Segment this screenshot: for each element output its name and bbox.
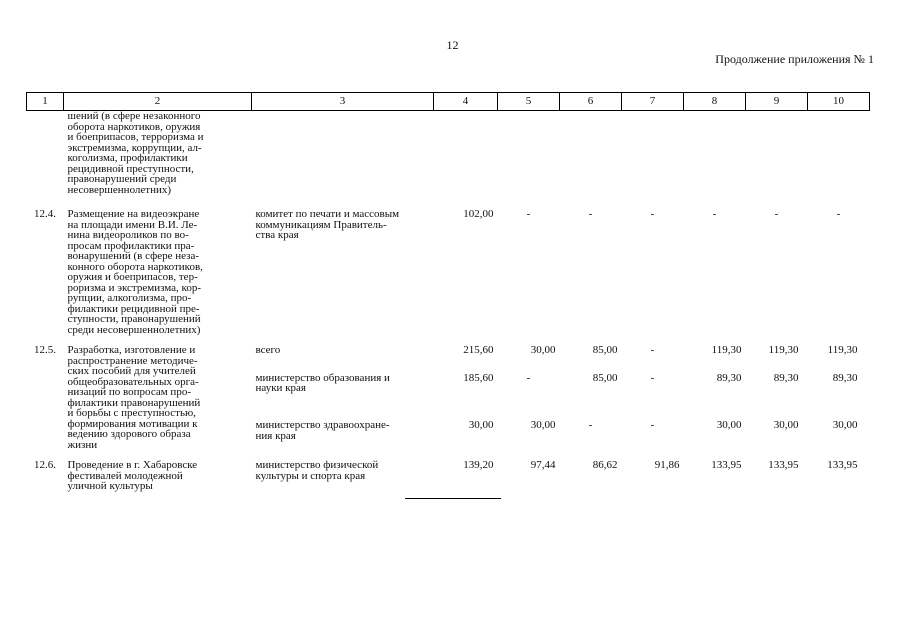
- value-cell: 215,60: [463, 344, 494, 356]
- executor: [252, 345, 434, 373]
- value-cell: 119,30: [768, 344, 799, 356]
- measure-number: 12.6.: [34, 459, 56, 471]
- value-cell: 97,44: [530, 459, 556, 471]
- text-line: среди несовершеннолетних): [67, 323, 201, 336]
- value-cell: 133,95: [768, 459, 799, 471]
- column-header: 3: [252, 93, 434, 111]
- executor: [252, 460, 434, 502]
- text-line: на площади имени В.И. Ле-: [67, 218, 198, 231]
- value-cell: -: [526, 371, 531, 384]
- text-line: Размещение на видеоэкране: [67, 208, 200, 220]
- text-line: распространение методиче-: [67, 354, 198, 367]
- text-line: министерство физической: [255, 459, 379, 471]
- value-cell: 185,60: [463, 371, 494, 384]
- text-line: ских пособий для учителей: [67, 365, 196, 377]
- value-cell: 119,30: [827, 344, 858, 356]
- value-cell: -: [650, 344, 655, 356]
- value-cell: -: [712, 208, 717, 220]
- text-line: министерство образования и: [255, 371, 390, 384]
- table-row: [27, 209, 870, 345]
- continuation-text: [64, 111, 252, 210]
- executor: [252, 209, 434, 345]
- text-line: Разработка, изготовление и: [67, 344, 196, 356]
- value-cell: -: [588, 208, 593, 220]
- text-line: правонарушений среди: [67, 173, 177, 185]
- value-cell: 119,30: [711, 344, 742, 356]
- continuation-row: [27, 111, 870, 210]
- column-header: 4: [434, 93, 498, 111]
- text-line: культуры и спорта края: [255, 469, 366, 482]
- value-cell: 133,95: [827, 459, 858, 471]
- column-header: 10: [808, 93, 870, 111]
- value-cell: 133,95: [711, 459, 742, 471]
- value-cell: -: [774, 208, 779, 220]
- page-number: 12: [446, 38, 459, 52]
- text-line: экстремизма, коррупции, ал-: [67, 141, 202, 154]
- measure-description: [64, 460, 252, 502]
- value-cell: 30,00: [468, 419, 494, 432]
- measure-number: 12.4.: [34, 208, 56, 220]
- text-line: просам профилактики пра-: [67, 239, 195, 252]
- executor: [252, 420, 434, 460]
- text-line: коммуникациям Правитель-: [255, 218, 387, 231]
- text-line: общеобразовательных орга-: [67, 375, 199, 388]
- column-number-row: [27, 93, 870, 111]
- text-line: комитет по печати и массовым: [255, 208, 400, 220]
- text-line: ства края: [255, 229, 299, 241]
- measure-number: 12.5.: [34, 344, 56, 356]
- column-header: 5: [498, 93, 560, 111]
- column-header: 7: [622, 93, 684, 111]
- text-line: уличной культуры: [67, 480, 153, 492]
- program-measures-table: [26, 92, 870, 502]
- text-line: роризма и экстремизма, кор-: [67, 281, 201, 294]
- value-cell: 30,00: [716, 419, 742, 432]
- measure-description: [64, 345, 252, 460]
- column-header: 1: [27, 93, 64, 111]
- value-cell: 30,00: [530, 344, 556, 356]
- value-cell: 30,00: [832, 419, 858, 432]
- text-line: низаций по вопросам про-: [67, 386, 191, 398]
- text-line: Проведение в г. Хабаровске: [67, 459, 198, 471]
- text-line: и борьбы с преступностью,: [67, 407, 196, 419]
- text-line: рупции, алкоголизма, про-: [67, 292, 192, 304]
- text-line: оборота наркотиков, оружия: [67, 120, 201, 133]
- text-line: формирования мотивации к: [67, 417, 198, 430]
- text-line: ступности, правонарушений: [67, 313, 201, 325]
- value-cell: 86,62: [592, 459, 618, 471]
- text-line: ния края: [255, 429, 296, 442]
- text-line: фестивалей молодежной: [67, 469, 183, 482]
- text-line: вонарушений (в сфере неза-: [67, 250, 200, 262]
- text-line: нина видеороликов по во-: [67, 229, 189, 241]
- text-line: конного оборота наркотиков,: [67, 260, 203, 273]
- value-cell: 91,86: [654, 459, 680, 471]
- text-line: филактики правонарушений: [67, 396, 201, 409]
- value-cell: -: [588, 419, 593, 432]
- value-cell: 139,20: [463, 459, 494, 471]
- value-cell: -: [836, 208, 841, 220]
- value-cell: -: [650, 419, 655, 432]
- value-cell: -: [650, 208, 655, 220]
- text-line: и боеприпасов, терроризма и: [67, 131, 204, 143]
- column-header: 2: [64, 93, 252, 111]
- text-line: шений (в сфере незаконного: [67, 110, 201, 122]
- measure-description: [64, 209, 252, 345]
- value-cell: 30,00: [530, 419, 556, 432]
- value-cell: 85,00: [592, 371, 618, 384]
- value-cell: 89,30: [832, 371, 858, 384]
- value-cell: -: [650, 371, 655, 384]
- value-cell: 30,00: [773, 419, 799, 432]
- appendix-caption: Продолжение приложения № 1: [715, 52, 874, 66]
- column-header: 9: [746, 93, 808, 111]
- table-row: [27, 460, 870, 502]
- executor: [252, 373, 434, 421]
- text-line: ведению здорового образа: [67, 428, 191, 440]
- table-row: [27, 345, 870, 373]
- text-line: оружия и боеприпасов, тер-: [67, 271, 198, 283]
- text-line: несовершеннолетних): [67, 183, 172, 196]
- column-header: 8: [684, 93, 746, 111]
- text-line: филактики рецидивной пре-: [67, 302, 200, 315]
- separator-line: [405, 498, 501, 499]
- text-line: науки края: [255, 382, 306, 395]
- text-line: министерство здравоохране-: [255, 419, 390, 432]
- value-cell: 85,00: [592, 344, 618, 356]
- value-cell: 89,30: [773, 371, 799, 384]
- column-header: 6: [560, 93, 622, 111]
- text-line: коголизма, профилактики: [67, 152, 188, 164]
- value-cell: 89,30: [716, 371, 742, 384]
- text-line: жизни: [67, 438, 98, 451]
- text-line: всего: [255, 344, 281, 356]
- value-cell: -: [526, 208, 531, 220]
- text-line: рецидивной преступности,: [67, 162, 194, 175]
- value-cell: 102,00: [463, 208, 494, 220]
